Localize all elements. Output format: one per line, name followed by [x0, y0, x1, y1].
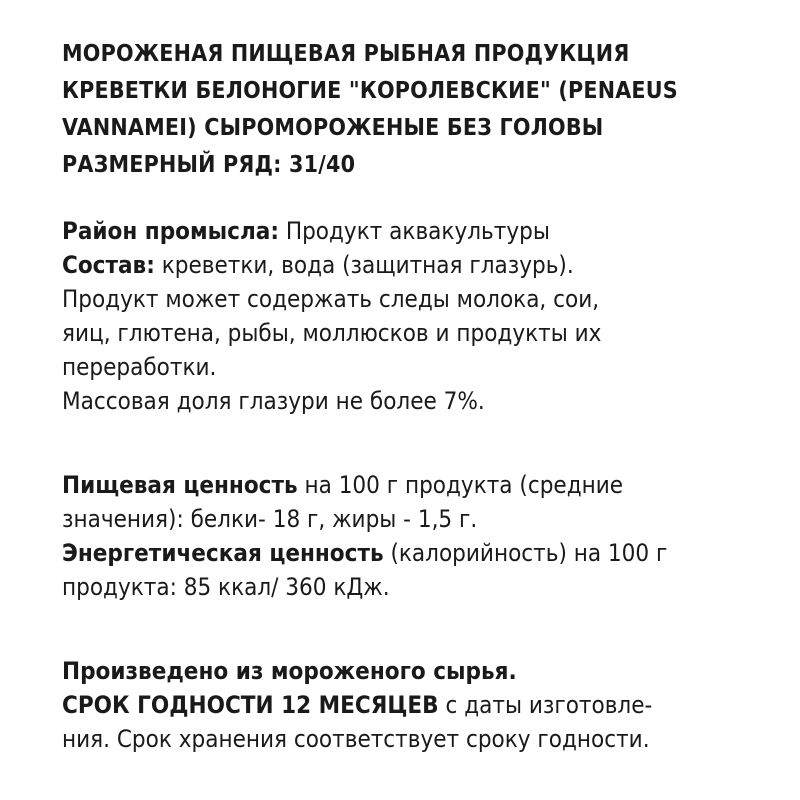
shelf-life-line: [62, 688, 782, 722]
glaze-share: Массовая доля глазури не более 7%.: [62, 387, 485, 415]
nutrition-value-label: Пищевая ценность: [62, 471, 298, 499]
energy-value-line: [62, 536, 782, 570]
allergens-line: яиц, глютена, рыбы, моллюсков и продукты их: [62, 319, 602, 347]
ingredients-label: Состав:: [62, 251, 155, 279]
ingredients: [62, 248, 782, 282]
title-line: КРЕВЕТКИ БЕЛОНОГИЕ "КОРОЛЕВСКИЕ" (PENAEUS: [62, 78, 678, 104]
nutrition-value-line: [62, 468, 782, 502]
fishing-area-label: Район промысла:: [62, 217, 279, 245]
ingredients-value: креветки, вода (защитная глазурь).: [154, 251, 574, 279]
composition-section: [62, 214, 782, 418]
title-line: VANNAMEI) СЫРОМОРОЖЕНЫЕ БЕЗ ГОЛОВЫ: [62, 115, 604, 141]
energy-value-label: Энергетическая ценность: [62, 539, 384, 567]
fishing-area-value: Продукт аквакультуры: [278, 217, 550, 245]
energy-values: продукта: 85 ккал/ 360 кДж.: [62, 573, 390, 601]
energy-value-text: (калорийность) на 100 г: [383, 539, 668, 567]
origin-note: Произведено из мороженого сырья.: [62, 657, 517, 685]
fishing-area: [62, 214, 782, 248]
size-range: РАЗМЕРНЫЙ РЯД: 31/40: [62, 152, 356, 178]
nutrition-section: [62, 468, 782, 604]
product-label: [62, 36, 782, 756]
allergens-line: переработки.: [62, 353, 217, 381]
title-line: МОРОЖЕНАЯ ПИЩЕВАЯ РЫБНАЯ ПРОДУКЦИЯ: [62, 41, 630, 67]
storage-section: [62, 654, 782, 756]
product-title: [62, 36, 782, 184]
shelf-life-label: СРОК ГОДНОСТИ 12 МЕСЯЦЕВ: [62, 691, 439, 719]
allergens-line: Продукт может содержать следы молока, сои,: [62, 285, 600, 313]
shelf-life-text: с даты изготовле-: [438, 691, 653, 719]
nutrition-values: значения): белки- 18 г, жиры - 1,5 г.: [62, 505, 478, 533]
nutrition-value-text: на 100 г продукта (средние: [297, 471, 624, 499]
storage-note: ния. Срок хранения соответствует сроку годности.: [62, 725, 650, 753]
